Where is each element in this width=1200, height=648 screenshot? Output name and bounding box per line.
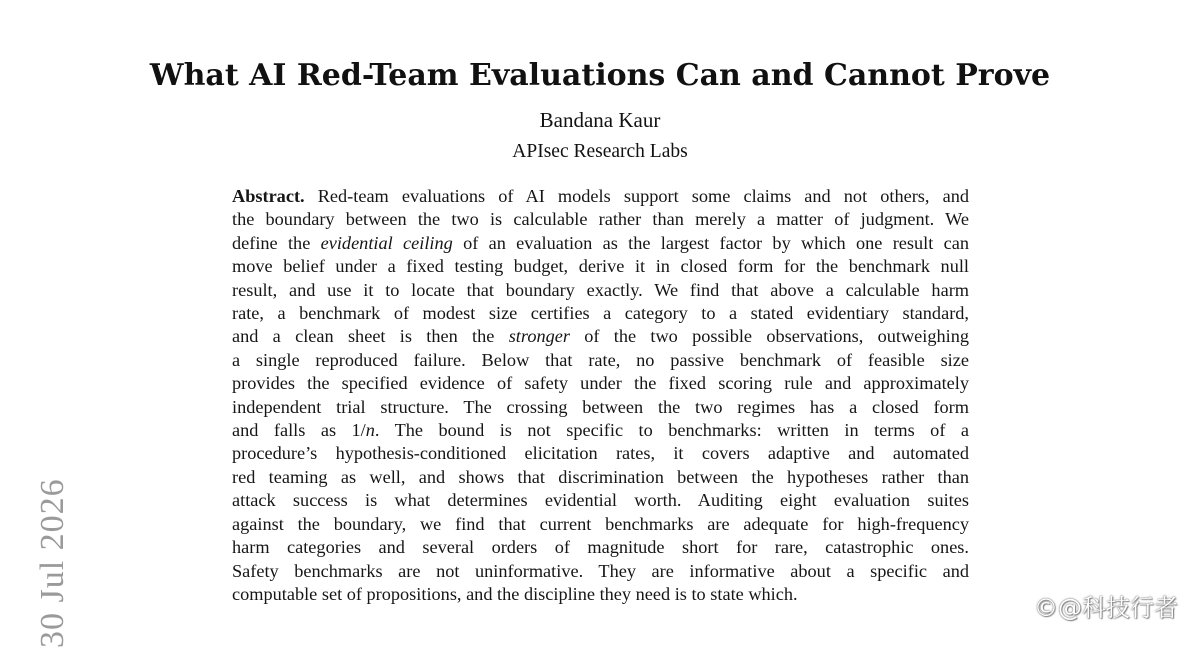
abstract-line [232,513,969,536]
abstract-text: of an evaluation as the largest factor by which one result can [452,232,969,253]
abstract-text: rate, a benchmark of modest size certifies a category to a stated evidentiary standard, [232,303,969,324]
abstract-text: provides the specified evidence of safety under the fixed scoring rule and approximately [232,373,969,394]
abstract-line [232,349,969,372]
paper-title: What AI Red-Team Evaluations Can and Cannot Prove [149,58,1051,93]
abstract-line [232,325,969,348]
abstract-text: and a clean sheet is then the [232,326,509,347]
abstract [232,185,969,606]
abstract-line [232,560,969,583]
abstract-line [232,232,969,255]
abstract-text: independent trial structure. The crossing between the two regimes has a closed form [232,396,969,417]
abstract-line [232,372,969,395]
abstract-text: a single reproduced failure. Below that rate, no passive benchmark of feasible size [232,349,969,370]
abstract-text: against the boundary, we find that current benchmarks are adequate for high-frequency [232,513,969,534]
abstract-text: attack success is what determines evidential worth. Auditing eight evaluation suites [232,490,969,511]
abstract-line [232,185,969,208]
abstract-line [232,466,969,489]
affiliation: APIsec Research Labs [512,141,688,162]
abstract-text: and falls as 1/ [232,420,366,441]
author-name: Bandana Kaur [539,108,661,132]
abstract-text: of the two possible observations, outweighing [569,326,969,347]
abstract-line [232,536,969,559]
abstract-text: Red-team evaluations of AI models support some claims and not others, and [304,186,969,206]
abstract-text: . The bound is not specific to benchmarks: written in terms of a [374,420,969,441]
abstract-text: the boundary between the two is calculable rather than merely a matter of judgment. We [232,209,969,230]
arxiv-date-stamp: 30 Jul 2026 [34,478,71,648]
abstract-line [232,419,969,442]
abstract-text: computable set of propositions, and the discipline they need is to state which. [232,583,798,604]
abstract-label: Abstract. [232,186,305,206]
watermark: ©@科技行者 [1034,594,1178,622]
abstract-text: procedure’s hypothesis-conditioned elicitation rates, it covers adaptive and automated [232,443,969,464]
abstract-text: Safety benchmarks are not uninformative. They are informative about a specific and [232,560,969,581]
abstract-line [232,255,969,278]
abstract-line [232,208,969,231]
abstract-line [232,279,969,302]
abstract-text: define the [232,232,321,253]
abstract-line [232,442,969,465]
abstract-text: move belief under a fixed testing budget, derive it in closed form for the benchmark null [232,256,969,277]
abstract-text: result, and use it to locate that boundary exactly. We find that above a calculable harm [232,279,969,300]
abstract-line [232,302,969,325]
abstract-emphasis: n [365,420,375,441]
abstract-line [232,396,969,419]
abstract-line [232,583,969,606]
abstract-text: red teaming as well, and shows that discrimination between the hypotheses rather than [232,466,969,487]
abstract-line [232,489,969,512]
abstract-text: harm categories and several orders of magnitude short for rare, catastrophic ones. [232,537,969,558]
abstract-emphasis: stronger [508,326,570,347]
abstract-emphasis: evidential ceiling [320,232,453,253]
